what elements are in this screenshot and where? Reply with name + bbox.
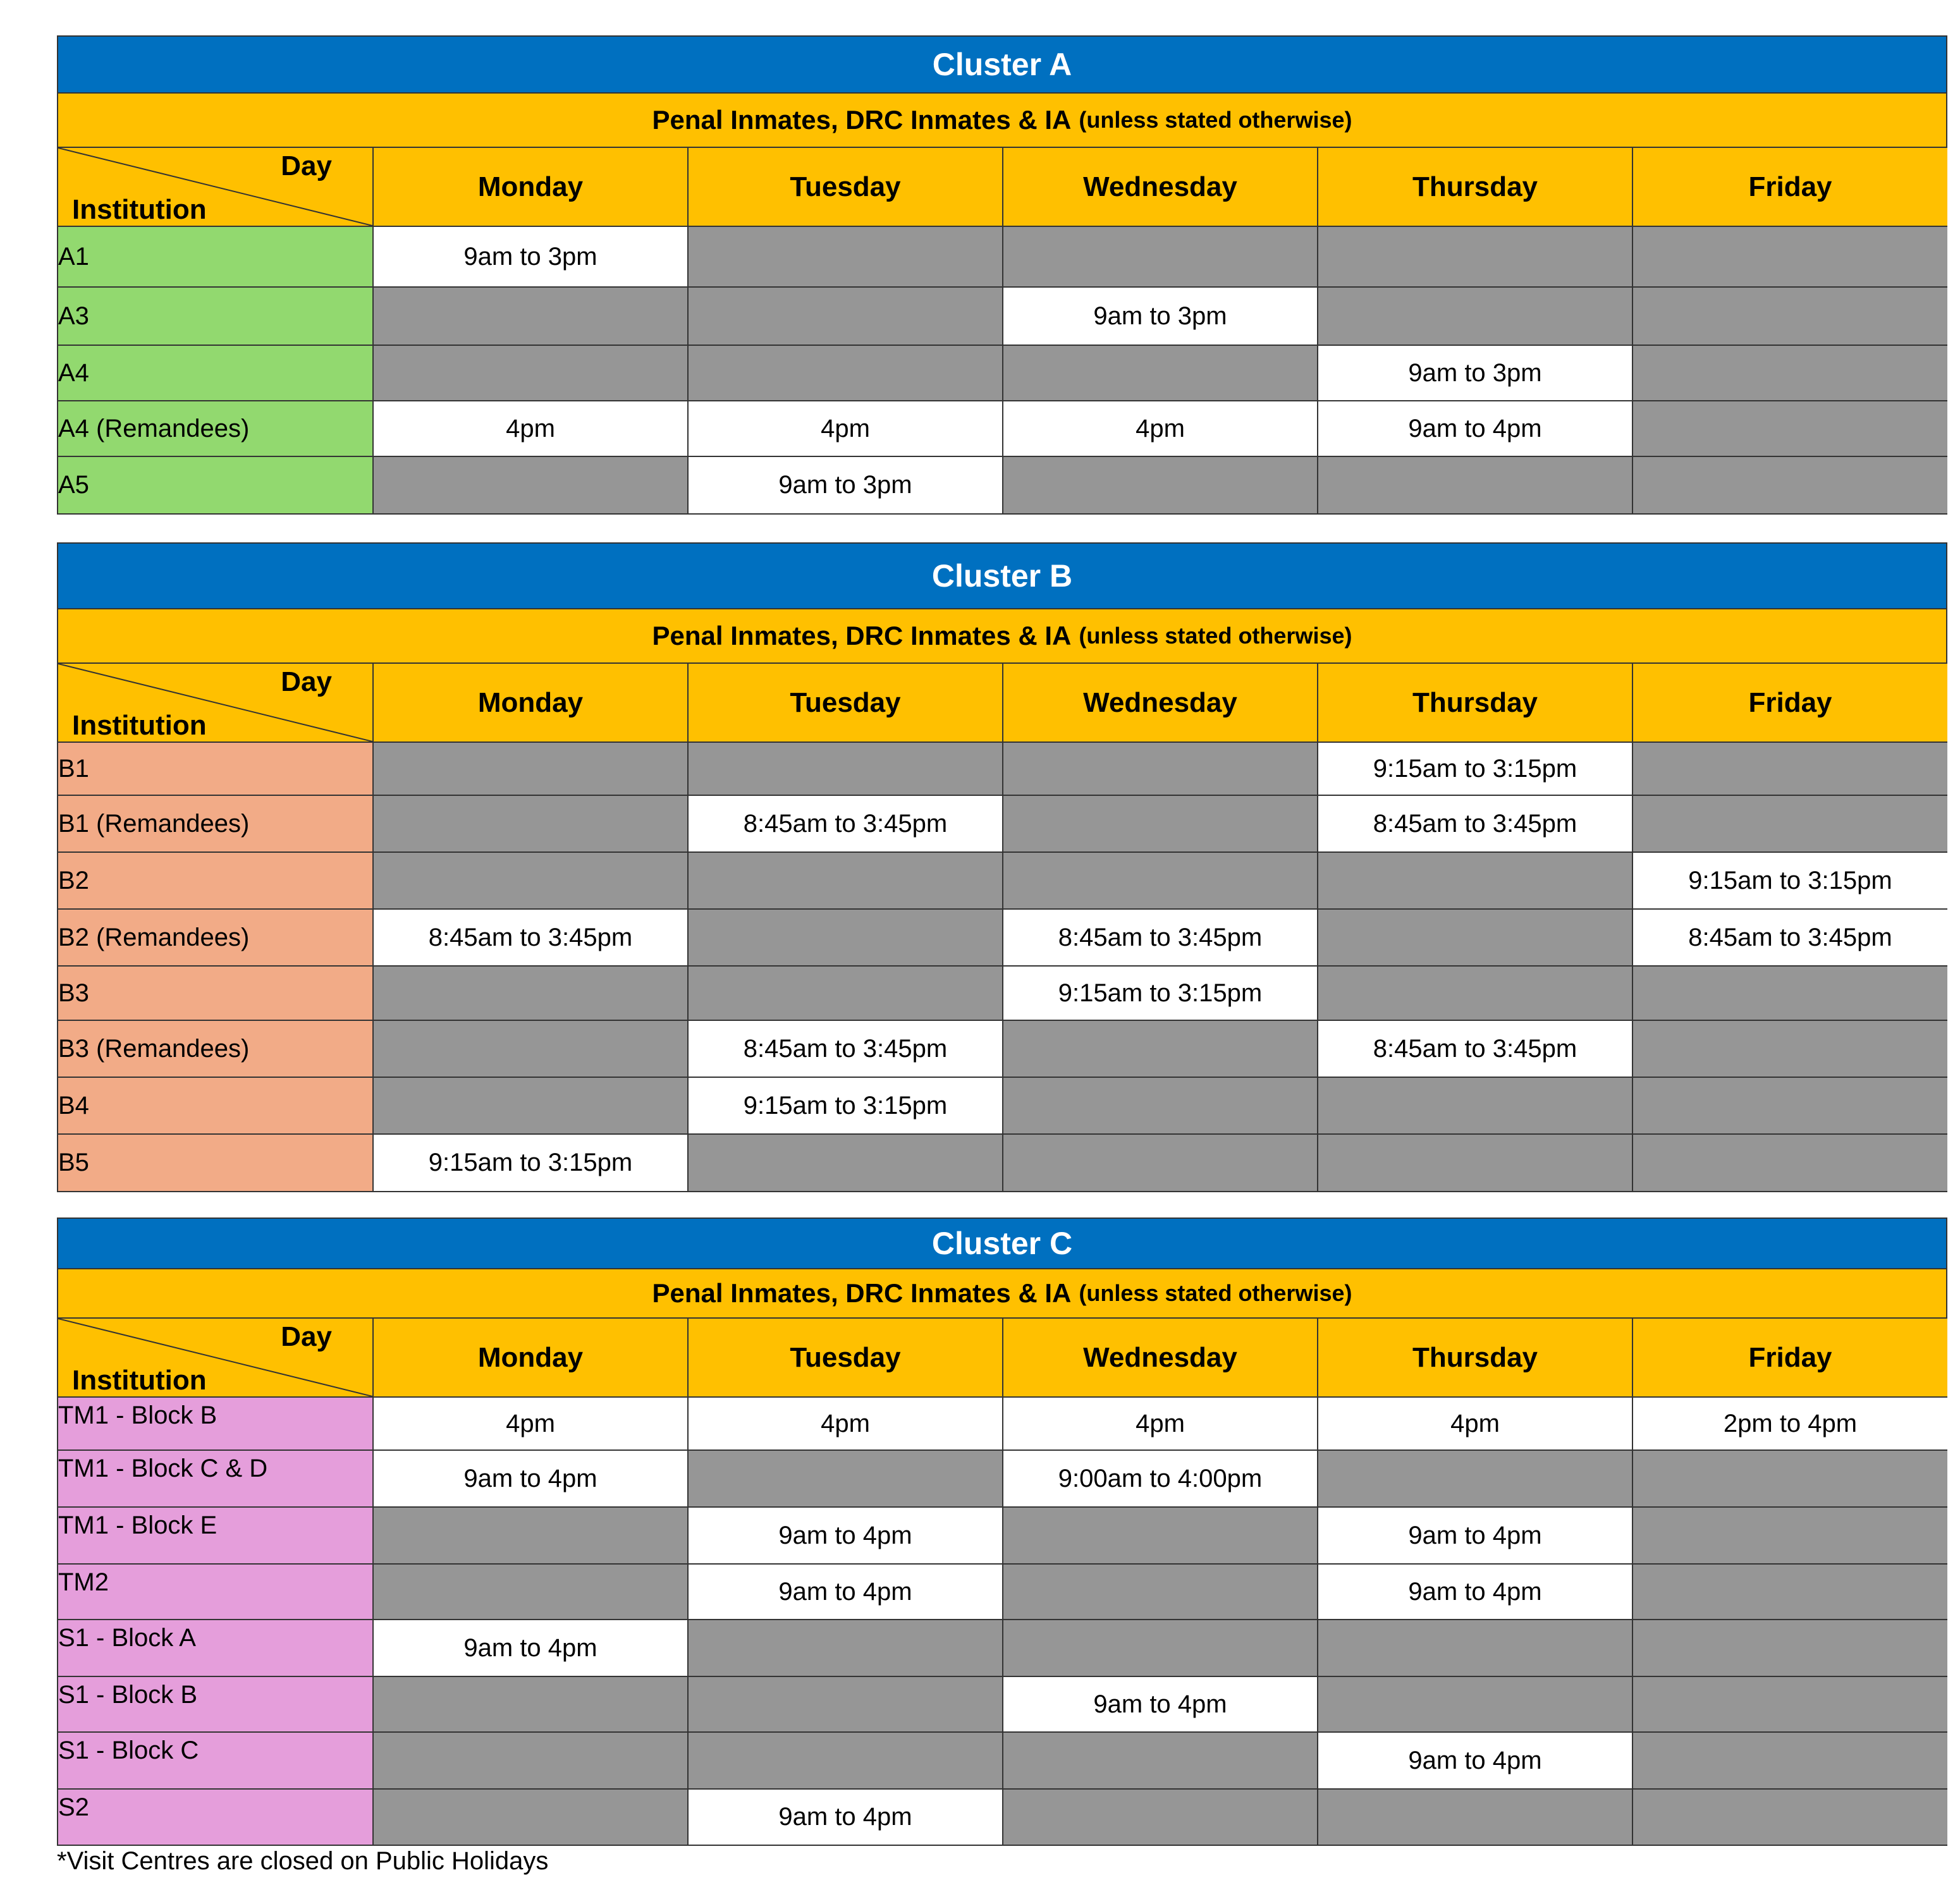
day-header-tuesday: Tuesday [688,148,1003,226]
institution-cell: TM1 - Block B [58,1397,373,1450]
visit-time-cell: 9am to 3pm [1318,345,1632,401]
visit-time-cell: 9:15am to 3:15pm [373,1134,688,1191]
closed-slot-cell [373,1020,688,1077]
closed-slot-cell [688,1676,1003,1732]
day-header-thursday: Thursday [1318,148,1632,226]
closed-slot-cell [1632,1134,1947,1191]
visit-time-cell: 9am to 4pm [688,1564,1003,1620]
closed-slot-cell [373,1676,688,1732]
visit-time-cell: 8:45am to 3:45pm [1003,909,1318,966]
institution-cell: S1 - Block B [58,1676,373,1732]
day-header-friday: Friday [1632,664,1947,742]
institution-cell: B4 [58,1077,373,1134]
visit-time-cell: 9am to 4pm [688,1789,1003,1845]
closed-slot-cell [688,1450,1003,1507]
closed-slot-cell [1003,795,1318,852]
visit-time-cell: 9am to 4pm [1003,1676,1318,1732]
cluster-subtitle [58,609,1946,664]
day-header-tuesday: Tuesday [688,1319,1003,1397]
table-row [58,795,1947,852]
closed-slot-cell [1003,456,1318,513]
day-header-thursday: Thursday [1318,1319,1632,1397]
visit-time-cell: 9:15am to 3:15pm [1003,966,1318,1020]
institution-cell: S2 [58,1789,373,1845]
day-header-row [58,664,1947,742]
closed-slot-cell [1003,1564,1318,1620]
closed-slot-cell [373,1732,688,1789]
closed-slot-cell [373,795,688,852]
table-row [58,1077,1947,1134]
closed-slot-cell [1003,1077,1318,1134]
closed-slot-cell [688,345,1003,401]
visit-time-cell: 8:45am to 3:45pm [1318,795,1632,852]
closed-slot-cell [1632,1789,1947,1845]
closed-slot-cell [1318,1450,1632,1507]
closed-slot-cell [1318,456,1632,513]
closed-slot-cell [688,1732,1003,1789]
closed-slot-cell [1003,1134,1318,1191]
table-row [58,1450,1947,1507]
closed-slot-cell [1632,1507,1947,1564]
visit-time-cell: 8:45am to 3:45pm [688,795,1003,852]
closed-slot-cell [1632,1564,1947,1620]
institution-cell: A1 [58,226,373,287]
table-row [58,1789,1947,1845]
subtitle-text: Penal Inmates, DRC Inmates & IA [652,105,1072,135]
table-row [58,345,1947,401]
table-row [58,287,1947,345]
corner-header-cell [58,148,373,226]
closed-slot-cell [1003,1789,1318,1845]
visit-time-cell: 9am to 4pm [1318,1564,1632,1620]
day-header-tuesday: Tuesday [688,664,1003,742]
closed-slot-cell [1003,1620,1318,1676]
table-row [58,401,1947,456]
day-header-thursday: Thursday [1318,664,1632,742]
closed-slot-cell [1632,795,1947,852]
visit-time-cell: 9:00am to 4:00pm [1003,1450,1318,1507]
table-row [58,456,1947,513]
closed-slot-cell [373,345,688,401]
closed-slot-cell [1003,1020,1318,1077]
corner-institution-label: Institution [72,710,207,741]
table-row [58,226,1947,287]
table-row [58,1134,1947,1191]
corner-institution-label: Institution [72,194,207,225]
closed-slot-cell [688,966,1003,1020]
institution-cell: B1 (Remandees) [58,795,373,852]
day-header-friday: Friday [1632,1319,1947,1397]
visit-time-cell: 9am to 3pm [688,456,1003,513]
institution-cell: A3 [58,287,373,345]
closed-slot-cell [373,966,688,1020]
day-header-monday: Monday [373,664,688,742]
schedule-grid [58,148,1947,513]
closed-slot-cell [1318,852,1632,909]
table-row [58,1676,1947,1732]
visit-time-cell: 4pm [1003,401,1318,456]
closed-slot-cell [1318,1077,1632,1134]
closed-slot-cell [1632,456,1947,513]
subtitle-note: (unless stated otherwise) [1079,107,1352,133]
closed-slot-cell [1632,1020,1947,1077]
visit-time-cell: 8:45am to 3:45pm [688,1020,1003,1077]
visit-time-cell: 9am to 4pm [1318,401,1632,456]
institution-cell: B2 [58,852,373,909]
closed-slot-cell [1632,401,1947,456]
visit-time-cell: 9am to 4pm [373,1450,688,1507]
closed-slot-cell [1318,1134,1632,1191]
closed-slot-cell [373,1789,688,1845]
closed-slot-cell [1318,966,1632,1020]
cluster-title: Cluster A [58,37,1946,94]
visit-time-cell: 8:45am to 3:45pm [1632,909,1947,966]
institution-cell: S1 - Block A [58,1620,373,1676]
cluster-b-table [57,542,1947,1192]
table-row [58,742,1947,795]
day-header-wednesday: Wednesday [1003,148,1318,226]
visit-time-cell: 8:45am to 3:45pm [1318,1020,1632,1077]
closed-slot-cell [1632,1732,1947,1789]
institution-cell: A4 (Remandees) [58,401,373,456]
closed-slot-cell [1003,345,1318,401]
day-header-monday: Monday [373,1319,688,1397]
visit-time-cell: 9am to 3pm [373,226,688,287]
visit-time-cell: 9am to 4pm [688,1507,1003,1564]
table-row [58,1507,1947,1564]
closed-slot-cell [373,287,688,345]
closed-slot-cell [1318,1620,1632,1676]
corner-header-cell [58,1319,373,1397]
table-row [58,1564,1947,1620]
institution-cell: A5 [58,456,373,513]
visit-time-cell: 9:15am to 3:15pm [1318,742,1632,795]
schedule-grid [58,664,1947,1191]
table-row [58,966,1947,1020]
subtitle-note: (unless stated otherwise) [1079,1280,1352,1306]
day-header-wednesday: Wednesday [1003,1319,1318,1397]
closed-slot-cell [1003,852,1318,909]
institution-cell: B5 [58,1134,373,1191]
corner-day-label: Day [281,150,332,181]
schedule-grid [58,1319,1947,1845]
closed-slot-cell [1003,226,1318,287]
institution-cell: B2 (Remandees) [58,909,373,966]
closed-slot-cell [1632,1676,1947,1732]
day-header-wednesday: Wednesday [1003,664,1318,742]
visit-time-cell: 4pm [1003,1397,1318,1450]
visit-time-cell: 9am to 4pm [1318,1732,1632,1789]
closed-slot-cell [688,287,1003,345]
corner-institution-label: Institution [72,1365,207,1396]
institution-cell: B3 [58,966,373,1020]
closed-slot-cell [688,852,1003,909]
closed-slot-cell [1632,742,1947,795]
closed-slot-cell [1632,287,1947,345]
visit-time-cell: 4pm [688,401,1003,456]
closed-slot-cell [1318,909,1632,966]
cluster-title: Cluster C [58,1219,1946,1269]
closed-slot-cell [1318,226,1632,287]
corner-header-cell [58,664,373,742]
closed-slot-cell [1632,1620,1947,1676]
closed-slot-cell [1003,742,1318,795]
closed-slot-cell [688,909,1003,966]
cluster-c-table [57,1217,1947,1846]
subtitle-note: (unless stated otherwise) [1079,623,1352,649]
day-header-row [58,148,1947,226]
visit-time-cell: 9:15am to 3:15pm [1632,852,1947,909]
subtitle-text: Penal Inmates, DRC Inmates & IA [652,1278,1072,1308]
institution-cell: S1 - Block C [58,1732,373,1789]
visit-time-cell: 4pm [373,401,688,456]
closed-slot-cell [1632,226,1947,287]
table-row [58,1397,1947,1450]
cluster-subtitle [58,1269,1946,1319]
day-header-friday: Friday [1632,148,1947,226]
institution-cell: A4 [58,345,373,401]
closed-slot-cell [1318,1789,1632,1845]
closed-slot-cell [373,742,688,795]
visit-time-cell: 4pm [373,1397,688,1450]
institution-cell: B1 [58,742,373,795]
institution-cell: TM2 [58,1564,373,1620]
closed-slot-cell [688,226,1003,287]
cluster-a-table [57,35,1947,515]
visit-time-cell: 9am to 4pm [373,1620,688,1676]
closed-slot-cell [1632,1077,1947,1134]
visit-time-cell: 2pm to 4pm [1632,1397,1947,1450]
cluster-title: Cluster B [58,544,1946,609]
closed-slot-cell [688,1620,1003,1676]
institution-cell: TM1 - Block C & D [58,1450,373,1507]
visit-time-cell: 9am to 3pm [1003,287,1318,345]
table-row [58,1732,1947,1789]
closed-slot-cell [1003,1732,1318,1789]
closed-slot-cell [373,1564,688,1620]
closed-slot-cell [1632,966,1947,1020]
corner-day-label: Day [281,666,332,697]
closed-slot-cell [1632,1450,1947,1507]
institution-cell: B3 (Remandees) [58,1020,373,1077]
corner-day-label: Day [281,1321,332,1352]
closed-slot-cell [373,852,688,909]
closed-slot-cell [373,1077,688,1134]
table-row [58,909,1947,966]
visit-time-cell: 9:15am to 3:15pm [688,1077,1003,1134]
day-header-monday: Monday [373,148,688,226]
table-row [58,1620,1947,1676]
institution-cell: TM1 - Block E [58,1507,373,1564]
footnote: *Visit Centres are closed on Public Holidays [57,1847,549,1875]
closed-slot-cell [1318,287,1632,345]
cluster-subtitle [58,94,1946,148]
day-header-row [58,1319,1947,1397]
visit-time-cell: 9am to 4pm [1318,1507,1632,1564]
closed-slot-cell [373,456,688,513]
subtitle-text: Penal Inmates, DRC Inmates & IA [652,621,1072,650]
table-row [58,1020,1947,1077]
closed-slot-cell [1318,1676,1632,1732]
visit-time-cell: 4pm [1318,1397,1632,1450]
closed-slot-cell [1632,345,1947,401]
closed-slot-cell [1003,1507,1318,1564]
closed-slot-cell [688,742,1003,795]
closed-slot-cell [688,1134,1003,1191]
visit-time-cell: 4pm [688,1397,1003,1450]
visit-time-cell: 8:45am to 3:45pm [373,909,688,966]
closed-slot-cell [373,1507,688,1564]
table-row [58,852,1947,909]
